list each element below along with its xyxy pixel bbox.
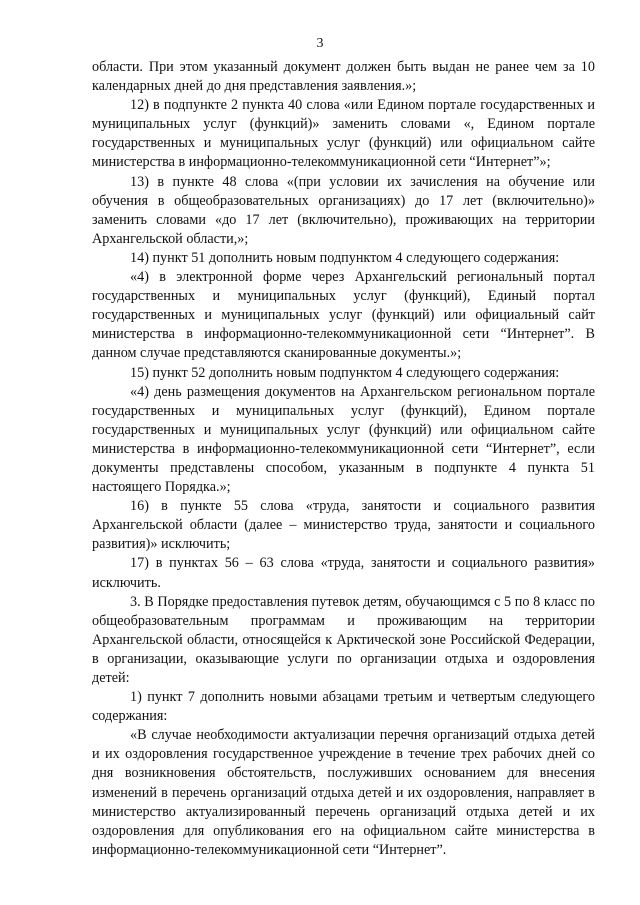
document-body xyxy=(92,58,595,860)
paragraph-item-15-quote: «4) день размещения документов на Архангельском региональном портале государственных и муниципальных услуг (функций), Едином портале государственных и муниципальных услуг (функций) или официальном сайте министерства в информационно-телекоммуникационной сети “Интернет”, если документы представлены способом, указанным в подпункте 4 пункта 51 настоящего Порядка.»; xyxy=(92,383,595,496)
paragraph-section-3-item-1: 1) пункт 7 дополнить новыми абзацами третьим и четвертым следующего содержания: xyxy=(92,689,595,725)
paragraph-item-13: 13) в пункте 48 слова «(при условии их зачисления на обучение или обучения в общеобразовательных организациях) до 17 лет (включительно)» заменить словами «до 17 лет (включительно), проживающих на территории Архангельской области,»; xyxy=(92,173,595,247)
paragraph-item-17: 17) в пунктах 56 – 63 слова «труда, занятости и социального развития» исключить. xyxy=(92,555,595,591)
page-number: 3 xyxy=(316,36,324,51)
paragraph-section-3: 3. В Порядке предоставления путевок детям, обучающимся с 5 по 8 класс по общеобразовательным программам и проживающим на территории Архангельской области, относящейся к Арктической зоне Российской Федерации, в организации, оказывающие услуги по организации отдыха и оздоровления детей: xyxy=(92,593,595,686)
paragraph-section-3-item-1-quote: «В случае необходимости актуализации перечня организаций отдыха детей и их оздоровления государственное учреждение в течение трех рабочих дней со дня возникновения обстоятельств, послуживших основанием для внесения изменений в перечень организаций отдыха детей и их оздоровления, направляет в министерство актуализированный перечень организаций отдыха детей и их оздоровления для опубликования его на официальном сайте министерства в информационно-телекоммуникационной сети “Интернет”. xyxy=(92,727,595,858)
paragraph-item-12: 12) в подпункте 2 пункта 40 слова «или Едином портале государственных и муниципальных услуг (функций)» заменить словами «, Едином портале государственных и муниципальных услуг (функций) или официальном сайте министерства в информационно-телекоммуникационной сети “Интернет”»; xyxy=(92,97,595,171)
paragraph-item-15: 15) пункт 52 дополнить новым подпунктом 4 следующего содержания: xyxy=(130,364,560,381)
paragraph-item-14-quote: «4) в электронной форме через Архангельский региональный портал государственных и муниципальных услуг (функций), Единый портал государственных и муниципальных услуг (функций) или официальный сайт министерства в информационно-телекоммуникационной сети “Интернет”. В данном случае представляются сканированные документы.»; xyxy=(92,269,595,362)
paragraph-item-16: 16) в пункте 55 слова «труда, занятости и социального развития Архангельской области (далее – министерство труда, занятости и социального развития)» исключить; xyxy=(92,498,595,553)
paragraph-item-14: 14) пункт 51 дополнить новым подпунктом 4 следующего содержания: xyxy=(130,249,560,266)
paragraph-continuation: области. При этом указанный документ должен быть выдан не ранее чем за 10 календарных дней до дня представления заявления.»; xyxy=(92,59,595,95)
